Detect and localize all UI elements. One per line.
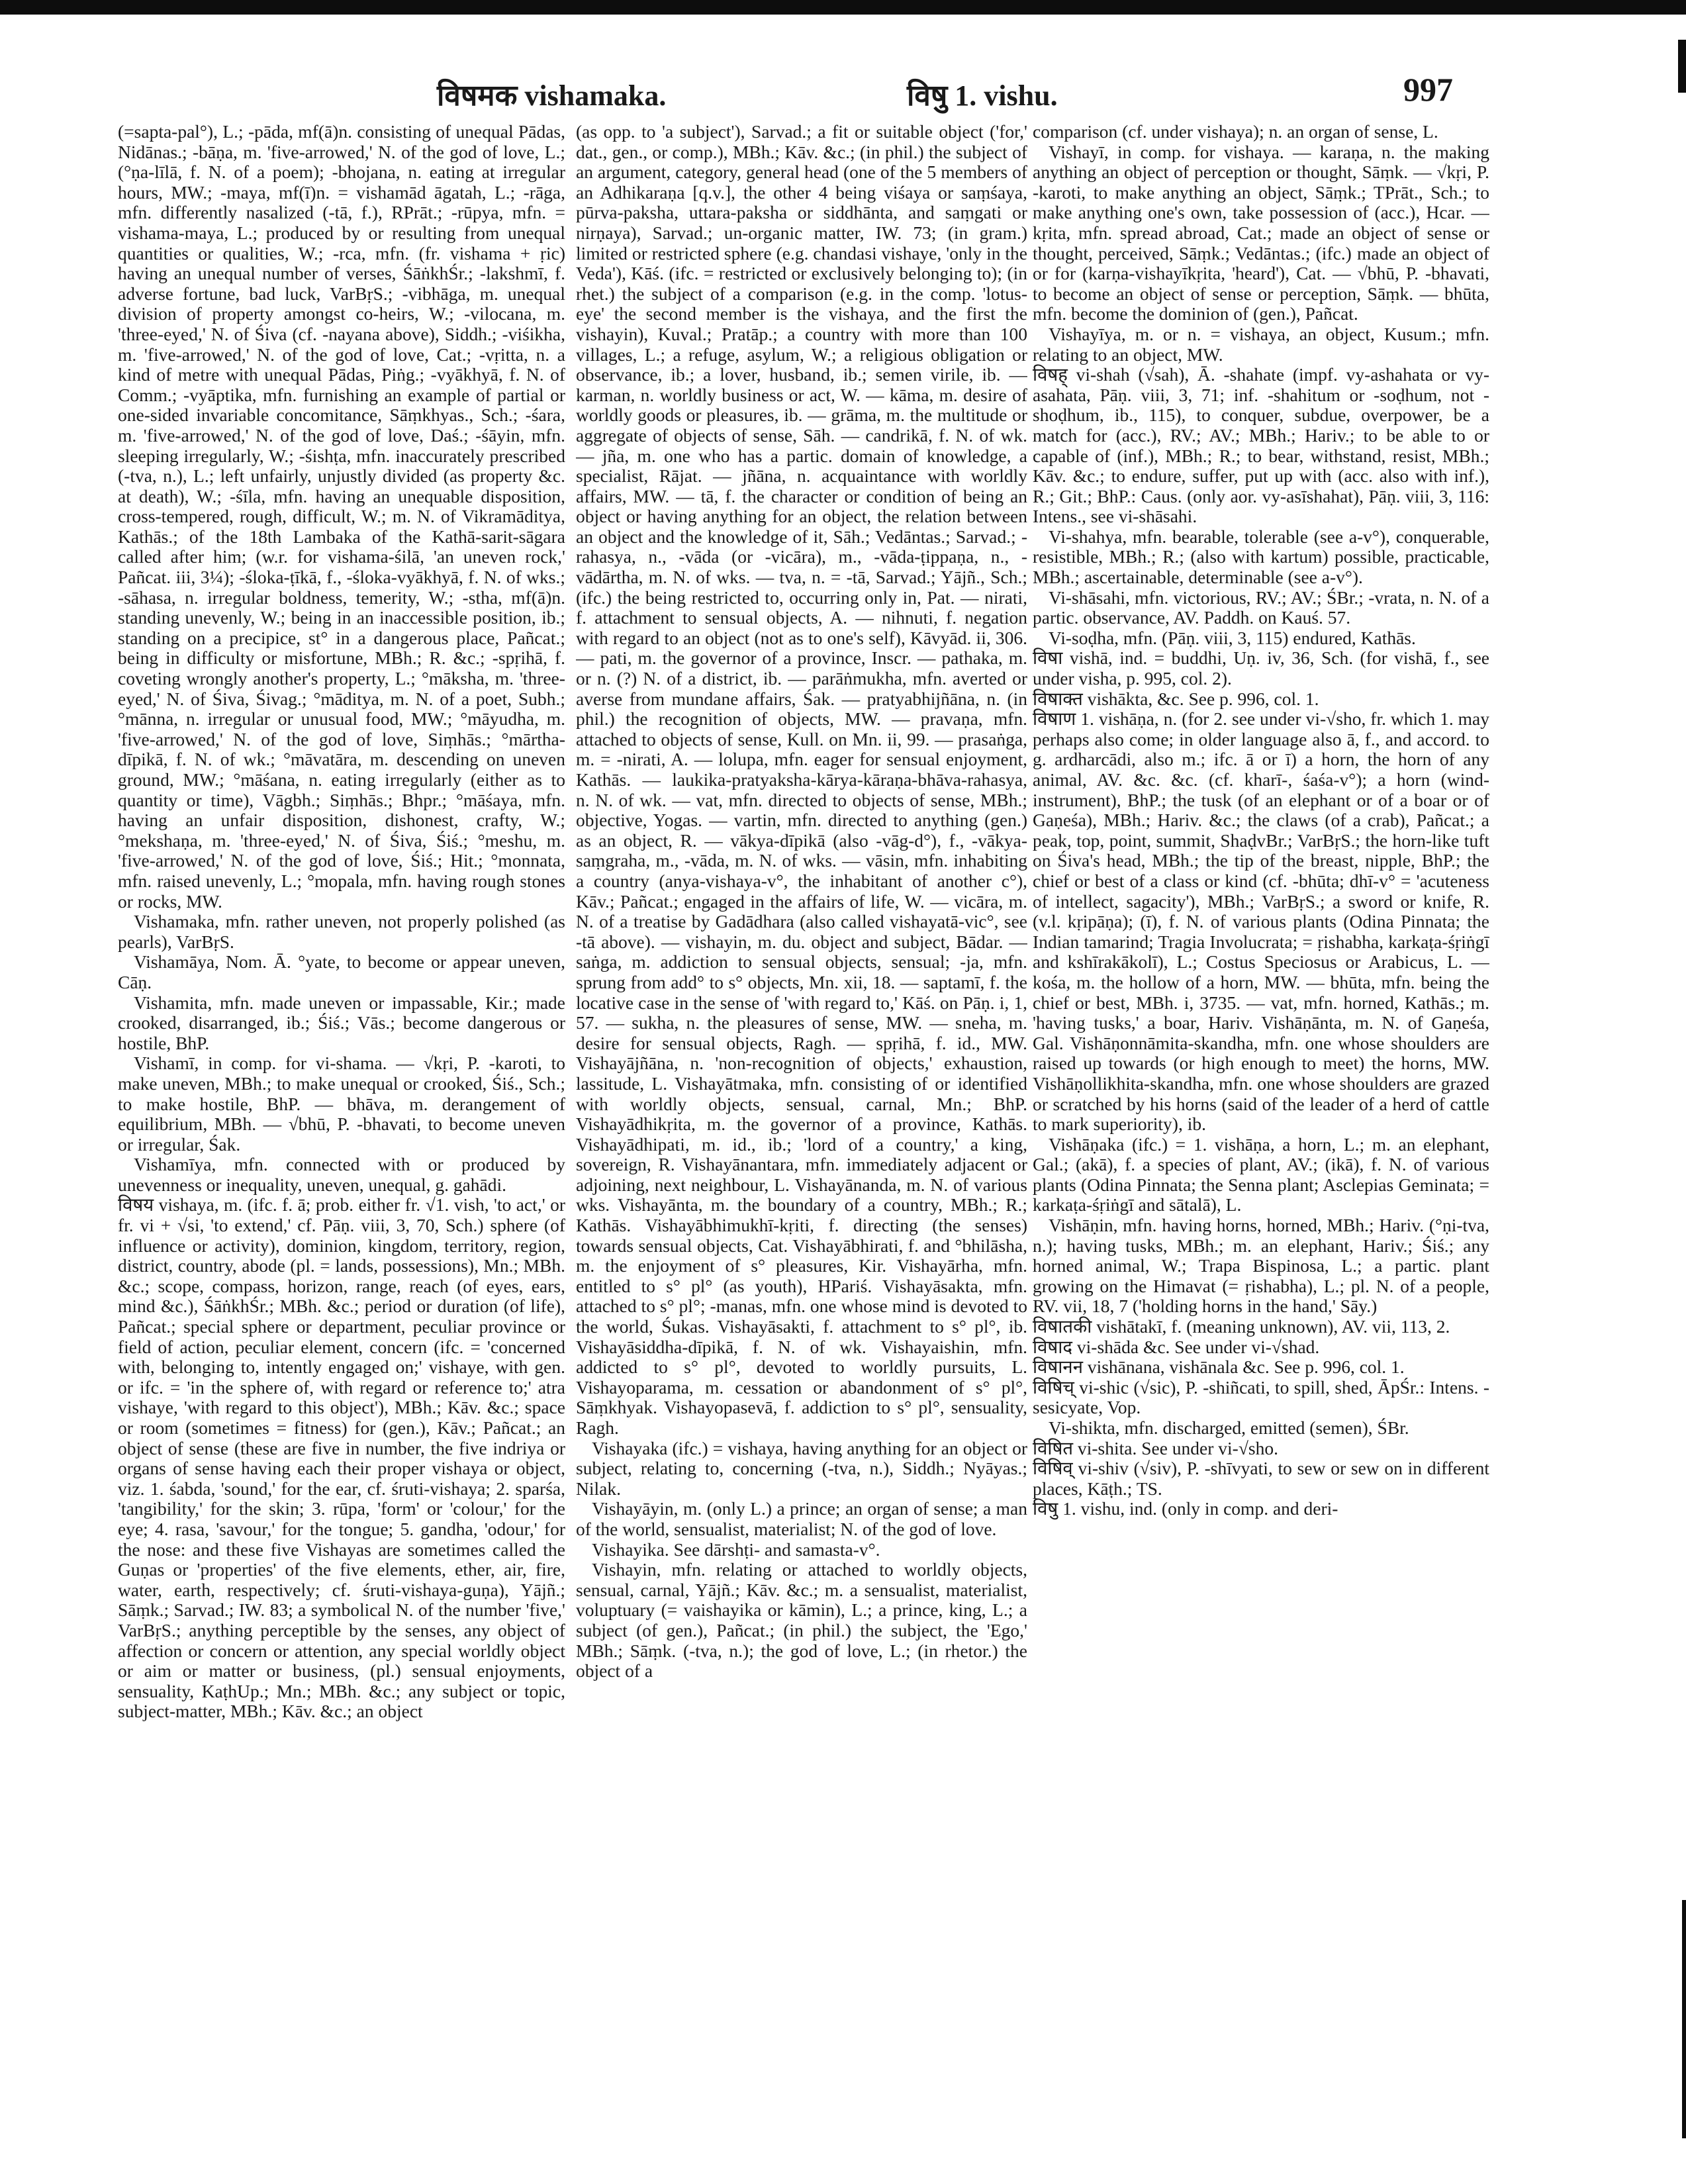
entry-text: (as opp. to 'a subject'), Sarvad.; a fit or suitable object ('for,' dat., gen., or comp.), MBh.; Kāv. &c.; (in phil.) the subject of an argument, category, general head (one of the 5 members of an Adhikaraṇa [q.v.], the other 4 being viśaya or saṃśaya, pūrva-paksha, uttara-paksha or siddhānta, and saṃgati or nirṇaya), Sarvad.; un-organic matter, IW. 73; (in gram.) limited or restricted sphere (e.g. chandasi vishaye, 'only in the Veda'), Kāś. (ifc. = restricted or exclusively belonging to); (in rhet.) the subject of a comparison (e.g. in the comp. 'lotus-eye' the second member is the vishaya, and the first the vishayin), Kuval.; Pratāp.; a country with more than 100 villages, L.; a refuge, asylum, W.; a religious obligation or observance, ib.; a lover, husband, ib.; semen virile, ib. — karman, n. worldly business or act, W. — kāma, m. desire of worldly goods or pleasures, ib. — grāma, m. the multitude or aggregate of objects of sense, Sāh. — candrikā, f. N. of wk. — jña, m. one who has a partic. domain of knowledge, a specialist, Rājat. — jñāna, n. acquaintance with worldly affairs, MW. — tā, f. the character or condition of being an object or having anything for an object, the relation between an object and the knowledge of it, Sāh.; Vedāntas.; Sarvad.; -rahasya, n., -vāda (or -vicāra), m., -vāda-ṭippaṇa, n., -vādārtha, m. N. of wks. — tva, n. = -tā, Sarvad.; Yājñ., Sch.; (ifc.) the being restricted to, occurring only in, Pat. — nirati, f. attachment to sensual objects, A. — nihnuti, f. negation with regard to an object (not as to one's self), Kāvyād. ii, 306. — pati, m. the governor of a province, Inscr. — pathaka, m. or n. (?) N. of a district, ib. — parāṅmukha, mfn. averted or averse from mundane affairs, Śak. — pratyabhijñāna, n. (in phil.) the recognition of objects, MW. — pravaṇa, mfn. attached to objects of sense, Kull. on Mn. ii, 99. — prasaṅga, m. = -nirati, A. — lolupa, mfn. eager for sensual enjoyment, Kathās. — laukika-pratyaksha-kārya-kāraṇa-bhāva-rahasya, n. N. of wk. — vat, mfn. directed to objects of sense, MBh.; objective, Yogas. — vartin, mfn. directed to anything (gen.) as an object, R. — vākya-dīpikā (also -vāg-d°), f., -vākya-saṃgraha, m., -vāda, m. N. of wks. — vāsin, mfn. inhabiting a country (anya-vishaya-v°, the inhabitant of another c°), Kāv.; Pañcat.; engaged in the affairs of life, W. — vicāra, m. N. of a treatise by Gadādhara (also called vishayatā-vic°, see -tā above). — vishayin, m. du. object and subject, Bādar. — saṅga, m. addiction to sensual objects, sensual; -ja, mfn. sprung from add° to s° objects, Mn. xii, 18. — saptamī, f. the locative case in the sense of 'with regard to,' Kāś. on Pāṇ. i, 1, 57. — sukha, n. the pleasures of sense, MW. — sneha, m. desire for sensual objects, Ragh. — spṛihā, f. id., MW. Vishayājñāna, n. 'non-recognition of objects,' exhaustion, lassitude, L. Vishayātmaka, mfn. consisting of or identified with worldly objects, sensual, carnal, Mn.; BhP. Vishayādhikṛita, m. the governor of a province, Kathās. Vishayādhipati, m. id., ib.; 'lord of a country,' a king, sovereign, R. Vishayānantara, mfn. immediately adjacent or adjoining, next neighbour, L. Vishayānanda, m. N. of various wks. Vishayānta, m. the boundary of a country, MBh.; R.; Kathās. Vishayābhimukhī-kṛiti, f. directing (the senses) towards sensual objects, Cat. Vishayābhirati, f. and °bhilāsha, m. the enjoyment of s° pleasures, Kir. Vishayārha, mfn. entitled to s° pl° (as youth), HPariś. Vishayāsakta, mfn. attached to s° pl°; -manas, mfn. one whose mind is devoted to the world, Śukas. Vishayāsakti, f. attachment to s° pl°, ib. Vishayāsiddha-dīpikā, f. N. of wk. Vishayaishin, mfn. addicted to s° pl°, devoted to worldly pursuits, L. Vishayoparama, m. cessation or abandonment of s° pl°, Sāṃkhyak. Vishayopasevā, f. addiction to s° pl°, sensuality, Ragh. xyxy=(576,122,1027,1438)
entry-text: Vishayī, in comp. for vishaya. — karaṇa, n. the making anything an object of perception or thought, Sāṃk. — √kṛi, P. -karoti, to make anything an object, Sāṃk.; TPrāt., Sch.; to make anything one's own, take possession of (acc.), Hcar. — kṛita, mfn. spread abroad, Cat.; made an object of sense or thought, perceived, Sāṃk.; Vedāntas.; (ifc.) made an object of or for (karṇa-vishayīkṛita, 'heard'), Cat. — √bhū, P. -bhavati, to become an object of sense or perception, Sāṃk. — bhūta, mfn. become the dominion of (gen.), Pañcat. xyxy=(1033,141,1489,324)
entry-headword: विषाद vi-shāda &c. See under vi-√shad. xyxy=(1033,1336,1320,1357)
entry-text: Vi-shikta, mfn. discharged, emitted (semen), ŚBr. xyxy=(1049,1417,1409,1438)
scan-right-edge-lower xyxy=(1682,1900,1686,2138)
entry-text: Vishayāyin, m. (only L.) a prince; an organ of sense; a man of the world, sensualist, materialist; N. of the god of love. xyxy=(576,1498,1027,1539)
entry-headword: विषिव् vi-shiv (√siv), P. -shīvyati, to sew or sew on in different places, Kāṭh.; TS. xyxy=(1033,1458,1489,1499)
entry-text: Vishamī, in comp. for vi-shama. — √kṛi, P. -karoti, to make uneven, MBh.; to make unequal or crooked, Śiś., Sch.; to make hostile, BhP. — bhāva, m. derangement of equilibrium, MBh. — √bhū, P. -bhavati, to become uneven or irregular, Śak. xyxy=(118,1053,565,1155)
column-1 xyxy=(118,122,565,2161)
entry-text: (=sapta-pal°), L.; -pāda, mf(ā)n. consisting of unequal Pādas, Nidānas.; -bāṇa, m. 'five-arrowed,' N. of the god of love, L.; (°ṇa-līlā, f. N. of a poem); -bhojana, n. eating at irregular hours, MW.; -maya, mf(ī)n. = vishamād āgatah, L.; -rāga, mfn. differently nasalized (-tā, f.), RPrāt.; -rūpya, mfn. = vishama-maya, L.; produced by or resulting from unequal quantities or qualities, W.; -rca, mfn. (fr. vishama + ṛic) having an unequal number of verses, ŚāṅkhŚr.; -lakshmī, f. adverse fortune, bad luck, VarBṛS.; -vibhāga, m. unequal division of property amongst co-heirs, W.; -vilocana, m. 'three-eyed,' N. of Śiva (cf. -nayana above), Siddh.; -viśikha, m. 'five-arrowed,' N. of the god of love, Cat.; -vṛitta, n. a kind of metre with unequal Pādas, Piṅg.; -vyākhyā, f. N. of Comm.; -vyāptika, mfn. furnishing an example of partial or one-sided invariable concomitance, Sāṃkhyas., Sch.; -śara, m. 'five-arrowed,' N. of the god of love, Daś.; -śāyin, mfn. sleeping irregularly, W.; -śishṭa, mfn. inaccurately prescribed (-tva, n.), L.; left unfairly, unjustly divided (as property &c. at death), W.; -śīla, mfn. having an unequable disposition, cross-tempered, rough, difficult, W.; m. N. of Vikramāditya, Kathās.; of the 18th Lambaka of the Kathā-sarit-sāgara called after him; (w.r. for vishama-śilā, 'an uneven rock,' Pañcat. iii, 3¼); -śloka-ṭīkā, f., -śloka-vyākhyā, f. N. of wks.; -sāhasa, n. irregular boldness, temerity, W.; -stha, mf(ā)n. standing unevenly, W.; being in an inaccessible position, ib.; standing on a precipice, st° in a dangerous place, Pañcat.; being in difficulty or misfortune, MBh.; R. &c.; -spṛihā, f. coveting wrongly another's property, L.; °māksha, m. 'three-eyed,' N. of Śiva, Śivag.; °māditya, m. N. of a poet, Subh.; °mānna, n. irregular or unusual food, MW.; °māyudha, m. 'five-arrowed,' N. of the god of love, Siṃhās.; °mārtha-dīpikā, f. N. of wk.; °māvatāra, m. descending on uneven ground, MW.; °māśana, n. eating irregularly (either as to quantity or time), Vāgbh.; Siṃhās.; Bhpr.; °māśaya, mfn. having an unfair disposition, dishonest, crafty, W.; °mekshaṇa, m. 'three-eyed,' N. of Śiva, Śiś.; °meshu, m. 'five-arrowed,' N. of the god of love, Śiś.; Hit.; °monnata, mfn. raised unevenly, L.; °mopala, mfn. having rough stones or rocks, MW. xyxy=(118,122,565,912)
entry-text: Vishamita, mfn. made uneven or impassable, Kir.; made crooked, disarranged, ib.; Śiś.; Vās.; become dangerous or hostile, BhP. xyxy=(118,992,565,1053)
entry-text: Vishamāya, Nom. Ā. °yate, to become or appear uneven, Cāṇ. xyxy=(118,951,565,992)
entry-text: comparison (cf. under vishaya); n. an organ of sense, L. xyxy=(1033,122,1438,142)
page-header xyxy=(0,71,1686,120)
entry-text: Vishayīya, m. or n. = vishaya, an object, Kusum.; mfn. relating to an object, MW. xyxy=(1033,323,1489,365)
column-3 xyxy=(1033,122,1489,2161)
entry-text: Vi-soḍha, mfn. (Pāṇ. viii, 3, 115) endured, Kathās. xyxy=(1049,627,1416,648)
scan-top-edge xyxy=(0,0,1686,15)
entry-headword: विषय vishaya, m. (ifc. f. ā; prob. either fr. √1. vish, 'to act,' or fr. vi + √si, 'to extend,' cf. Pāṇ. viii, 3, 70, Sch.) sphere (of influence or activity), dominion, kingdom, territory, region, district, country, abode (pl. = lands, possessions), Mn.; MBh. &c.; scope, compass, horizon, range, reach (of eyes, ears, mind &c.), ŚāṅkhŚr.; MBh. &c.; period or duration (of life), Pañcat.; special sphere or department, peculiar province or field of action, peculiar element, concern (ifc. = 'concerned with, belonging to, intently engaged on;' vishaye, with gen. or ifc. = 'in the sphere of, with regard or reference to;' atra vishaye, 'with regard to this object'), MBh.; Kāv. &c.; space or room (sometimes = fitness) for (gen.), Kāv.; Pañcat.; an object of sense (these are five in number, the five indriya or organs of sense having each their proper vishaya or object, viz. 1. śabda, 'sound,' for the ear, cf. śruti-vishaya; 2. sparśa, 'tangibility,' for the skin; 3. rūpa, 'form' or 'colour,' for the eye; 4. rasa, 'savour,' for the tongue; 5. gandha, 'odour,' for the nose: and these five Vishayas are sometimes called the Guṇas or 'properties' of the five elements, ether, air, fire, water, earth, respectively; cf. śruti-vishaya-guṇa), Yājñ.; Sāṃk.; Sarvad.; IW. 83; a symbolical N. of the number 'five,' VarBṛS.; anything perceptible by the senses, any object of affection or concern or attention, any special worldly object or aim or matter or business, (pl.) sensual enjoyments, sensuality, KaṭhUp.; Mn.; MBh. &c.; any subject or topic, subject-matter, MBh.; Kāv. &c.; an object xyxy=(118,1194,565,1722)
entry-headword: विषाण 1. vishāṇa, n. (for 2. see under vi-√sho, fr. which 1. may perhaps also come; in older language also ā, f., and accord. to g. ardharcādi, also m.; ifc. ā or ī) a horn, the horn of any animal, AV. &c. &c. (cf. kharī-, śaśa-v°); a horn (wind-instrument), BhP.; the tusk (of an elephant or of a boar or of Gaṇeśa), MBh.; Hariv. &c.; the claws (of a crab), Pañcat.; a peak, top, point, summit, ShaḍvBr.; VarBṛS.; the horn-like tuft on Śiva's head, MBh.; the tip of the breast, nipple, BhP.; the chief or best of a class or kind (cf. -bhūta; dhī-v° = 'acuteness of intellect, sagacity'), MBh.; VarBṛS.; a sword or knife, R. (v.l. kṛipāṇa); (ī), f. N. of various plants (Odina Pinnata; the Indian tamarind; Tragia Involucrata; = ṛishabha, karkaṭa-śṛiṅgī and kshīrakākolī), L.; Costus Speciosus or Arabicus, L. — kośa, m. the hollow of a horn, MW. — bhūta, mfn. being the chief or best, MBh. i, 3735. — vat, mfn. horned, Kathās.; m. 'having tusks,' a boar, Hariv. Vishāṇānta, m. N. of Gaṇeśa, Gal. Vishāṇonnāmita-skandha, mfn. one whose shoulders are raised up towards (or high enough to meet) the horns, MW. Vishāṇollikhita-skandha, mfn. one whose shoulders are grazed or scratched by his horns (said of the leader of a herd of cattle to mark superiority), ib. xyxy=(1033,708,1489,1135)
entry-text: Vishamaka, mfn. rather uneven, not properly polished (as pearls), VarBṛS. xyxy=(118,911,565,952)
entry-headword: विषह् vi-shah (√sah), Ā. -shahate (impf. vy-ashahata or vy-asahata, Pāṇ. viii, 3, 71; inf. -shahitum or -soḍhum, not -shoḍhum, ib., 115), to conquer, subdue, overpower, be a match for (acc.), RV.; AV.; MBh.; Hariv.; to be able to or capable of (inf.), MBh.; R.; to bear, withstand, resist, MBh.; Kāv. &c.; to endure, suffer, put up with (acc. also with inf.), R.; Git.; BhP.: Caus. (only aor. vy-asīshahat), Pāṇ. viii, 3, 116: Intens., see vi-shāsahi. xyxy=(1033,364,1489,527)
header-center-guideword: विषु 1. vishu. xyxy=(907,79,1058,112)
entry-text: Vi-shahya, mfn. bearable, tolerable (see a-v°), conquerable, resistible, MBh.; R.; (also with kartum) possible, practicable, MBh.; ascertainable, determinable (see a-v°). xyxy=(1033,526,1489,588)
entry-text: Vishayika. See dārshṭi- and samasta-v°. xyxy=(592,1539,880,1560)
entry-text: Vishayin, mfn. relating or attached to worldly objects, sensual, carnal, Yājñ.; Kāv. &c.; m. a sensualist, materialist, voluptuary (= vaishayika or kāmin), L.; a prince, king, L.; a subject (of gen.), Pañcat.; (in phil.) the subject, the 'Ego,' MBh.; Sāṃk. (-tva, n.); the god of love, L.; (in rhetor.) the object of a xyxy=(576,1559,1027,1682)
entry-headword: विषित vi-shita. See under vi-√sho. xyxy=(1033,1437,1279,1458)
entry-headword: विषानन vishānana, vishānala &c. See p. 996, col. 1. xyxy=(1033,1356,1405,1378)
page-number: 997 xyxy=(1403,71,1453,108)
column-2 xyxy=(576,122,1027,2161)
entry-text: Vishāṇin, mfn. having horns, horned, MBh.; Hariv. (°ṇi-tva, n.); having tusks, MBh.; m. an elephant, Hariv.; Śiś.; any horned animal, W.; Trapa Bispinosa, L.; a partic. plant growing on the Himavat (= ṛishabha), L.; pl. N. of a people, RV. vii, 18, 7 ('holding horns in the hand,' Sāy.) xyxy=(1033,1215,1489,1317)
entry-headword: विषातकी vishātakī, f. (meaning unknown), AV. vii, 113, 2. xyxy=(1033,1316,1450,1337)
header-left-guideword: विषमक vishamaka. xyxy=(437,79,667,112)
entry-headword: विषु 1. vishu, ind. (only in comp. and deri- xyxy=(1033,1498,1338,1519)
entry-text: Vishamīya, mfn. connected with or produced by unevenness or inequality, uneven, unequal, g. gahādi. xyxy=(118,1154,565,1195)
entry-headword: विषाक्त vishākta, &c. See p. 996, col. 1. xyxy=(1033,688,1319,709)
entry-text: Vi-shāsahi, mfn. victorious, RV.; AV.; ŚBr.; -vrata, n. N. of a partic. observance, AV. Paddh. on Kauś. 57. xyxy=(1033,587,1489,628)
entry-text: Vishayaka (ifc.) = vishaya, having anything for an object or subject, relating to, concerning (-tva, n.), Siddh.; Nyāyas.; Nilak. xyxy=(576,1437,1027,1499)
entry-headword: विषिच् vi-shic (√sic), P. -shiñcati, to spill, shed, ĀpŚr.: Intens. -sesicyate, Vop. xyxy=(1033,1376,1489,1418)
entry-headword: विषा vishā, ind. = buddhi, Uṇ. iv, 36, Sch. (for vishā, f., see under visha, p. 995, col. 2). xyxy=(1033,647,1489,689)
entry-text: Vishāṇaka (ifc.) = 1. vishāṇa, a horn, L.; m. an elephant, Gal.; (akā), f. a species of plant, AV.; (ikā), f. N. of various plants (Odina Pinnata; the Senna plant; Asclepias Geminata; = karkaṭa-śṛiṅgī and sātalā), L. xyxy=(1033,1133,1489,1215)
